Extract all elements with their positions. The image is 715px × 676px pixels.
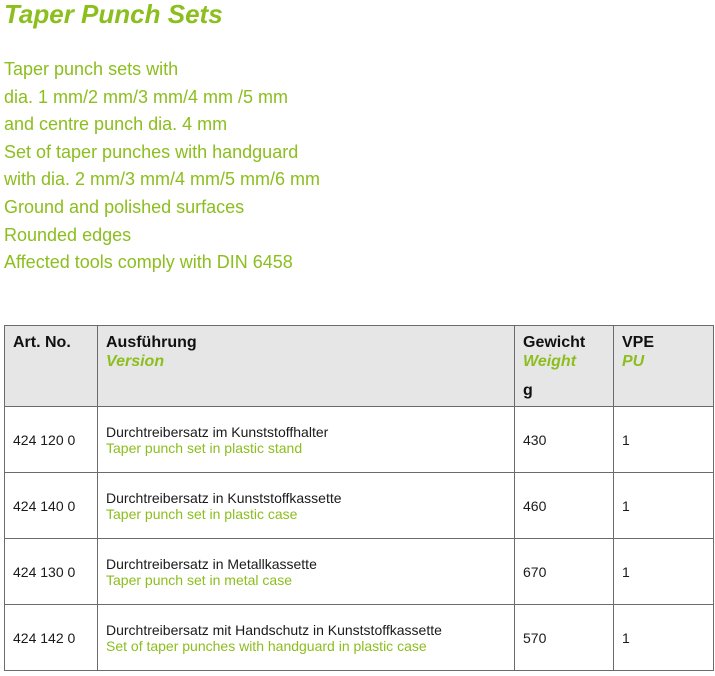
feature-item: and centre punch dia. 4 mm [4, 114, 228, 135]
table-row [5, 407, 714, 473]
feature-item: Rounded edges [4, 224, 132, 245]
cell-version-de: Durchtreibersatz in Kunststoffkassette [106, 489, 342, 506]
feature-item: Set of taper punches with handguard [4, 141, 299, 162]
header-version-en: Version [106, 353, 165, 370]
cell-art-no: 424 120 0 [5, 407, 98, 473]
header-pu [614, 326, 714, 407]
product-table [4, 325, 714, 671]
cell-version-de: Durchtreibersatz mit Handschutz in Kunststoffkassette [106, 621, 442, 638]
cell-version [98, 605, 515, 671]
header-weight [515, 326, 614, 407]
feature-item: Ground and polished surfaces [4, 196, 245, 217]
header-weight-de: Gewicht [523, 334, 586, 351]
header-weight-en: Weight [523, 353, 577, 370]
cell-art-no: 424 140 0 [5, 473, 98, 539]
header-art-no-label: Art. No. [13, 334, 71, 351]
header-version-de: Ausführung [106, 334, 197, 351]
header-pu-de: VPE [622, 334, 655, 351]
cell-pu: 1 [614, 539, 714, 605]
cell-version [98, 473, 515, 539]
cell-version [98, 407, 515, 473]
table-row [5, 473, 714, 539]
page-title: Taper Punch Sets [4, 0, 223, 29]
feature-item: Taper punch sets with [4, 59, 179, 79]
cell-art-no: 424 130 0 [5, 539, 98, 605]
header-art-no [5, 326, 98, 407]
table-header-row [5, 326, 714, 407]
cell-version-de: Durchtreibersatz in Metallkassette [106, 555, 317, 572]
table-row [5, 605, 714, 671]
feature-item: dia. 1 mm/2 mm/3 mm/4 mm /5 mm [4, 86, 289, 107]
cell-version-en: Set of taper punches with handguard in plastic case [106, 637, 427, 654]
cell-weight: 570 [515, 605, 614, 671]
cell-pu: 1 [614, 605, 714, 671]
feature-item: Affected tools comply with DIN 6458 [4, 252, 293, 273]
cell-pu: 1 [614, 407, 714, 473]
cell-version-en: Taper punch set in plastic case [106, 505, 298, 522]
cell-version-de: Durchtreibersatz im Kunststoffhalter [106, 423, 329, 440]
cell-weight: 460 [515, 473, 614, 539]
cell-version-en: Taper punch set in plastic stand [106, 439, 303, 456]
feature-item: with dia. 2 mm/3 mm/4 mm/5 mm/6 mm [4, 169, 321, 190]
feature-list [4, 56, 320, 277]
table-row [5, 539, 714, 605]
header-version [98, 326, 515, 407]
cell-weight: 430 [515, 407, 614, 473]
cell-version [98, 539, 515, 605]
header-weight-unit: g [523, 382, 533, 399]
cell-art-no: 424 142 0 [5, 605, 98, 671]
header-pu-en: PU [622, 353, 645, 370]
cell-version-en: Taper punch set in metal case [106, 571, 292, 588]
cell-weight: 670 [515, 539, 614, 605]
cell-pu: 1 [614, 473, 714, 539]
